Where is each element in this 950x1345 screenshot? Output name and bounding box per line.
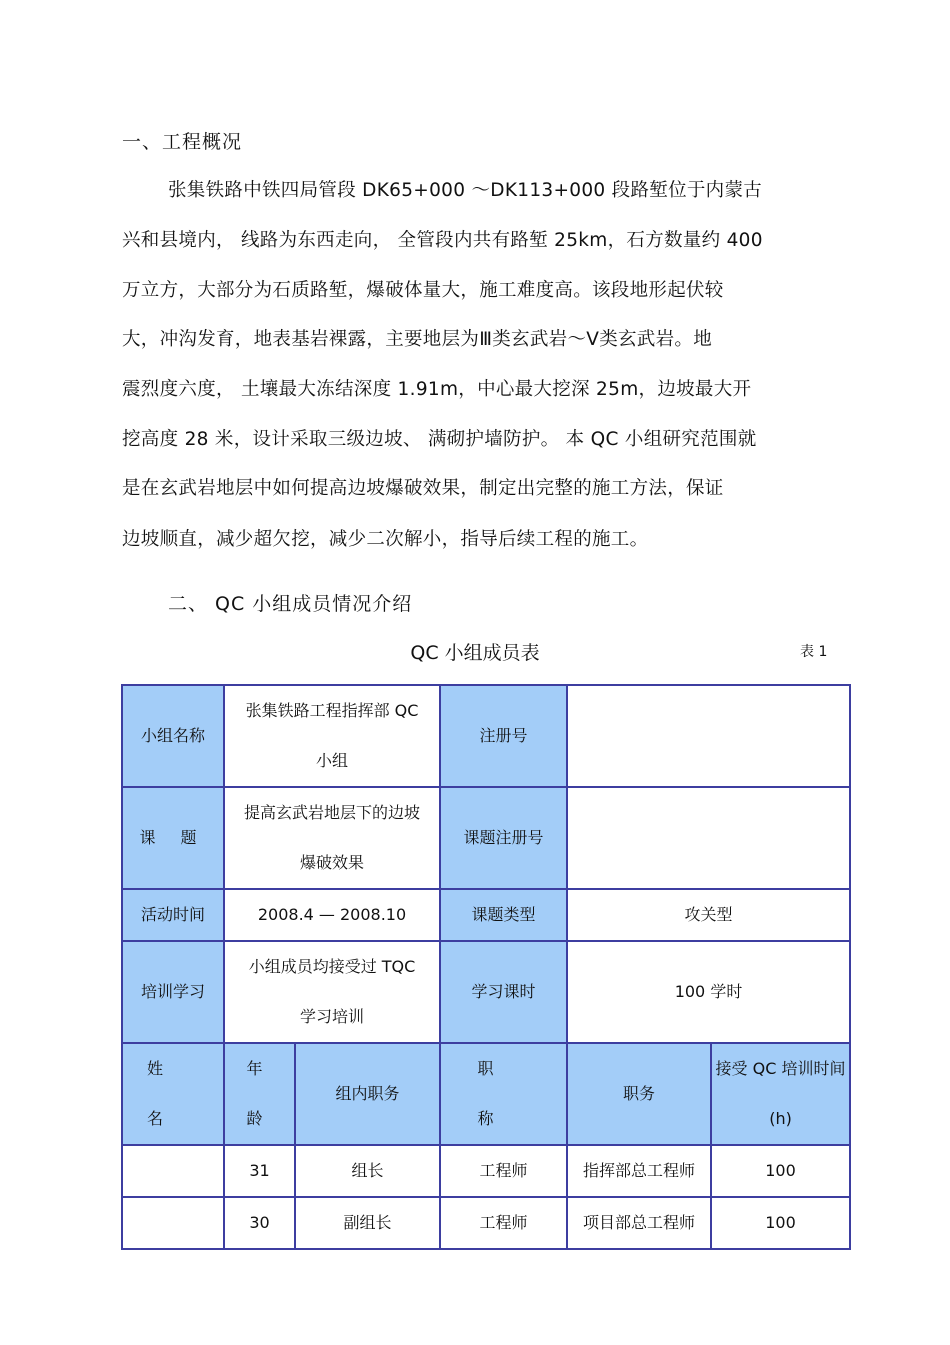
table-title: QC 小组成员表 <box>410 642 540 664</box>
paragraph-line: 兴和县境内， 线路为东西走向， 全管段内共有路堑 25km，石方数量约 400 <box>122 230 763 251</box>
cell-name <box>122 1197 224 1249</box>
topic-type-label: 课题类型 <box>440 889 567 941</box>
cell-title: 工程师 <box>440 1197 567 1249</box>
study-hours-label: 学习课时 <box>440 941 567 1043</box>
topic-reg-label: 课题注册号 <box>440 787 567 889</box>
group-name-label: 小组名称 <box>122 685 224 787</box>
topic-type-value: 攻关型 <box>567 889 850 941</box>
study-hours-value: 100 学时 <box>567 941 850 1043</box>
paragraph-line: 万立方，大部分为石质路堑，爆破体量大，施工难度高。该段地形起伏较 <box>122 280 724 301</box>
paragraph-line: 是在玄武岩地层中如何提高边坡爆破效果，制定出完整的施工方法，保证 <box>122 478 724 499</box>
column-header-age <box>224 1043 295 1145</box>
table-row <box>122 1145 850 1197</box>
cell-position: 项目部总工程师 <box>567 1197 711 1249</box>
column-header-text: 年 龄 <box>246 1059 273 1128</box>
paragraph-line: 大，冲沟发育，地表基岩裸露，主要地层为Ⅲ类玄武岩～Ⅴ类玄武岩。地 <box>122 329 713 350</box>
topic-value-line: 提高玄武岩地层下的边坡 <box>244 803 421 822</box>
qc-member-table <box>121 684 851 1250</box>
table-row <box>122 787 850 889</box>
topic-label-text: 课 题 <box>139 828 207 847</box>
training-value-line: 小组成员均接受过 TQC <box>248 957 416 976</box>
column-header-text: 姓 名 <box>146 1059 199 1128</box>
cell-hours: 100 <box>711 1145 850 1197</box>
table-row <box>122 941 850 1043</box>
table-row <box>122 685 850 787</box>
cell-group-role: 副组长 <box>295 1197 440 1249</box>
cell-age: 30 <box>224 1197 295 1249</box>
table-number: 表 1 <box>800 644 828 660</box>
group-name-value <box>224 685 440 787</box>
column-header-group-role: 组内职务 <box>295 1043 440 1145</box>
section-heading-overview: 一、工程概况 <box>122 131 243 153</box>
topic-reg-value <box>567 787 850 889</box>
topic-value-line: 爆破效果 <box>300 853 365 872</box>
paragraph-line: 震烈度六度， 土壤最大冻结深度 1.91m，中心最大挖深 25m，边坡最大开 <box>122 379 752 400</box>
reg-no-label: 注册号 <box>440 685 567 787</box>
table-row <box>122 889 850 941</box>
group-name-value-line: 张集铁路工程指挥部 QC <box>245 701 419 720</box>
column-header-title <box>440 1043 567 1145</box>
topic-value <box>224 787 440 889</box>
training-value-line: 学习培训 <box>300 1007 365 1026</box>
cell-title: 工程师 <box>440 1145 567 1197</box>
cell-hours: 100 <box>711 1197 850 1249</box>
column-header-text: 职 称 <box>477 1059 530 1128</box>
paragraph-line: 张集铁路中铁四局管段 DK65+000 ～DK113+000 段路堑位于内蒙古 <box>168 180 763 201</box>
section-heading-members: 二、 QC 小组成员情况介绍 <box>168 593 413 615</box>
activity-time-value: 2008.4 — 2008.10 <box>224 889 440 941</box>
cell-name <box>122 1145 224 1197</box>
paragraph-line: 挖高度 28 米，设计采取三级边坡、 满砌护墙防护。 本 QC 小组研究范围就 <box>122 429 757 450</box>
topic-label <box>122 787 224 889</box>
column-header-position: 职务 <box>567 1043 711 1145</box>
paragraph-line: 边坡顺直，减少超欠挖，减少二次解小，指导后续工程的施工。 <box>122 529 649 550</box>
activity-time-label: 活动时间 <box>122 889 224 941</box>
cell-position: 指挥部总工程师 <box>567 1145 711 1197</box>
training-value <box>224 941 440 1043</box>
column-header-training-hours: 接受 QC 培训时间(h) <box>711 1043 850 1145</box>
column-header-name <box>122 1043 224 1145</box>
cell-group-role: 组长 <box>295 1145 440 1197</box>
reg-no-value <box>567 685 850 787</box>
cell-age: 31 <box>224 1145 295 1197</box>
table-header-row <box>122 1043 850 1145</box>
group-name-value-line: 小组 <box>316 751 349 770</box>
table-row <box>122 1197 850 1249</box>
training-label: 培训学习 <box>122 941 224 1043</box>
